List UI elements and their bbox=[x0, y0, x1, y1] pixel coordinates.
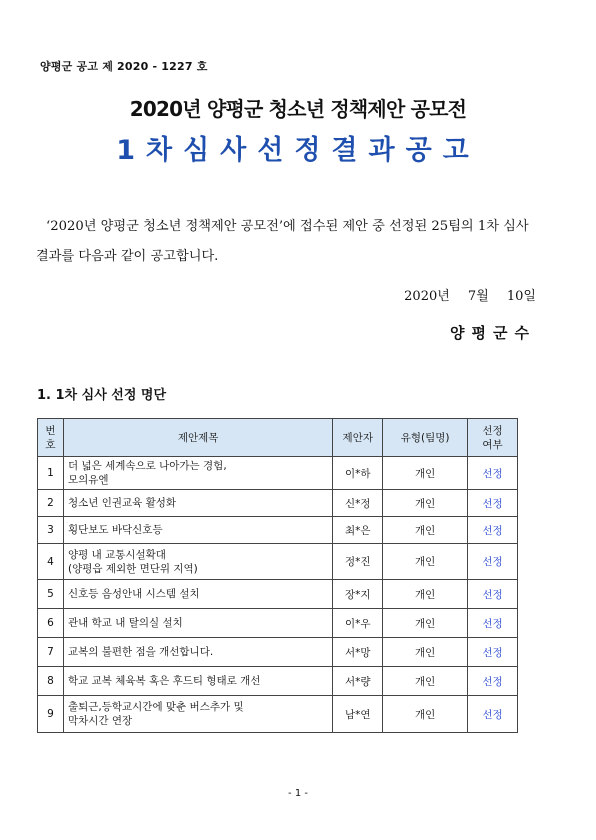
cell-proposer: 최*은 bbox=[333, 517, 383, 544]
header-title: 제안제목 bbox=[63, 419, 332, 457]
header-number bbox=[38, 419, 64, 457]
table-row bbox=[38, 580, 518, 609]
cell-title bbox=[63, 517, 332, 544]
cell-number: 9 bbox=[38, 696, 64, 733]
cell-selected-status: 선정 bbox=[468, 580, 518, 609]
cell-type: 개인 bbox=[383, 667, 468, 696]
cell-selected-status: 선정 bbox=[468, 544, 518, 580]
table-row bbox=[38, 638, 518, 667]
cell-title bbox=[63, 457, 332, 490]
cell-title bbox=[63, 580, 332, 609]
document-title: 2020년 양평군 청소년 정책제안 공모전 bbox=[129, 97, 467, 121]
table-row bbox=[38, 667, 518, 696]
cell-title-line2: 모의유엔 bbox=[67, 474, 109, 486]
cell-title-line1: 더 넓은 세계속으로 나아가는 경험, bbox=[67, 460, 227, 472]
cell-title-line1: 관내 학교 내 탈의실 설치 bbox=[67, 617, 183, 629]
document-subtitle: 1차심사선정결과공고 bbox=[116, 135, 480, 166]
cell-number: 7 bbox=[38, 638, 64, 667]
cell-proposer: 서*망 bbox=[333, 638, 383, 667]
cell-selected-status: 선정 bbox=[468, 490, 518, 517]
header-selected-line2: 여부 bbox=[482, 438, 503, 451]
notice-date: 2020년 7월 10일 bbox=[404, 289, 536, 304]
cell-proposer: 이*우 bbox=[333, 609, 383, 638]
cell-number: 2 bbox=[38, 490, 64, 517]
cell-proposer: 장*지 bbox=[333, 580, 383, 609]
page-number: - 1 - bbox=[288, 788, 308, 799]
cell-number: 1 bbox=[38, 457, 64, 490]
cell-selected-status: 선정 bbox=[468, 696, 518, 733]
cell-title bbox=[63, 667, 332, 696]
cell-title-line1: 청소년 인권교육 활성화 bbox=[67, 497, 177, 509]
cell-number: 5 bbox=[38, 580, 64, 609]
cell-number: 8 bbox=[38, 667, 64, 696]
table-row bbox=[38, 609, 518, 638]
cell-selected-status: 선정 bbox=[468, 609, 518, 638]
table-row bbox=[38, 696, 518, 733]
cell-title-line1: 학교 교복 체육복 혹은 후드티 형태로 개선 bbox=[67, 675, 261, 687]
cell-proposer: 이*하 bbox=[333, 457, 383, 490]
intro-paragraph: ‘2020년 양평군 청소년 정책제안 공모전’에 접수된 제안 중 선정된 25팀의 1차 심사 결과를 다음과 같이 공고합니다. bbox=[36, 219, 529, 264]
header-selected bbox=[468, 419, 518, 457]
header-proposer: 제안자 bbox=[333, 419, 383, 457]
cell-title bbox=[63, 609, 332, 638]
cell-title-line1: 횡단보도 바닥신호등 bbox=[67, 524, 163, 536]
header-number-line1: 번 bbox=[45, 424, 56, 437]
cell-proposer: 정*진 bbox=[333, 544, 383, 580]
table-header-row bbox=[38, 419, 518, 457]
header-type: 유형(팀명) bbox=[383, 419, 468, 457]
cell-type: 개인 bbox=[383, 517, 468, 544]
cell-title bbox=[63, 696, 332, 733]
section-title: 1. 1차 심사 선정 명단 bbox=[37, 388, 167, 403]
cell-title-line2: 막차시간 연장 bbox=[67, 715, 133, 727]
cell-type: 개인 bbox=[383, 696, 468, 733]
cell-type: 개인 bbox=[383, 457, 468, 490]
cell-proposer: 신*정 bbox=[333, 490, 383, 517]
cell-number: 4 bbox=[38, 544, 64, 580]
table-row bbox=[38, 490, 518, 517]
cell-number: 6 bbox=[38, 609, 64, 638]
cell-selected-status: 선정 bbox=[468, 638, 518, 667]
cell-type: 개인 bbox=[383, 609, 468, 638]
cell-type: 개인 bbox=[383, 638, 468, 667]
table-row bbox=[38, 544, 518, 580]
header-selected-line1: 선정 bbox=[482, 424, 503, 437]
cell-proposer: 서*량 bbox=[333, 667, 383, 696]
cell-title bbox=[63, 490, 332, 517]
cell-selected-status: 선정 bbox=[468, 517, 518, 544]
issuer-name: 양평군수 bbox=[450, 324, 536, 342]
cell-title bbox=[63, 544, 332, 580]
cell-title bbox=[63, 638, 332, 667]
cell-selected-status: 선정 bbox=[468, 667, 518, 696]
cell-type: 개인 bbox=[383, 544, 468, 580]
notice-number: 양평군 공고 제 2020 - 1227 호 bbox=[40, 60, 208, 73]
table-row bbox=[38, 517, 518, 544]
header-number-line2: 호 bbox=[45, 438, 56, 451]
cell-title-line1: 양평 내 교통시설확대 bbox=[67, 548, 166, 561]
selection-table bbox=[37, 418, 518, 733]
cell-selected-status: 선정 bbox=[468, 457, 518, 490]
cell-title-line1: 신호등 음성안내 시스템 설치 bbox=[67, 588, 200, 600]
table-row bbox=[38, 457, 518, 490]
cell-type: 개인 bbox=[383, 580, 468, 609]
cell-title-line1: 출퇴근,등학교시간에 맞춘 버스추가 및 bbox=[67, 701, 244, 713]
cell-type: 개인 bbox=[383, 490, 468, 517]
cell-proposer: 남*연 bbox=[333, 696, 383, 733]
cell-title-line1: 교복의 불편한 점을 개선합니다. bbox=[67, 646, 214, 658]
cell-title-line2: (양평읍 제외한 면단위 지역) bbox=[67, 562, 198, 575]
cell-number: 3 bbox=[38, 517, 64, 544]
